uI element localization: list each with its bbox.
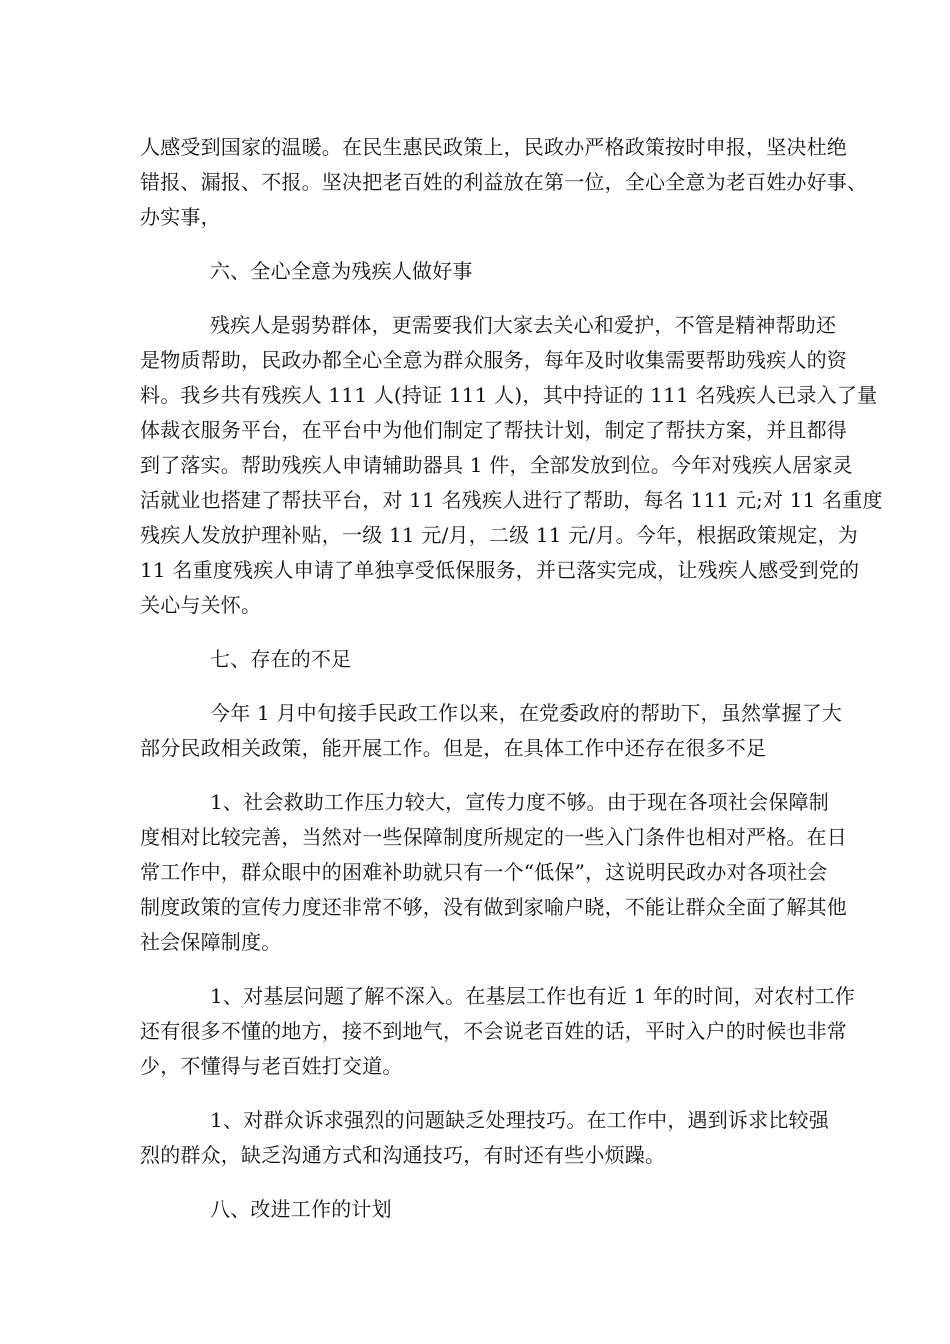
paragraph-line: 11 名重度残疾人申请了单独享受低保服务，并已落实完成，让残疾人感受到党的 [140,558,860,582]
paragraph-line: 残疾人是弱势群体，更需要我们大家去关心和爱护，不管是精神帮助还 [210,313,837,337]
list-item-line: 1、对基层问题了解不深入。在基层工作也有近 1 年的时间，对农村工作 [210,984,855,1008]
paragraph-line: 部分民政相关政策，能开展工作。但是，在具体工作中还存在很多不足 [140,736,767,760]
list-item-line: 烈的群众，缺乏沟通方式和沟通技巧，有时还有些小烦躁。 [140,1143,666,1167]
list-item-line: 常工作中，群众眼中的困难补助就只有一个“低保”，这说明民政办对各项社会 [140,860,828,884]
list-item-line: 社会保障制度。 [140,930,282,954]
paragraph-line: 办实事， [140,205,221,229]
paragraph-line: 今年 1 月中旬接手民政工作以来，在党委政府的帮助下，虽然掌握了大 [210,701,843,725]
paragraph-line: 错报、漏报、不报。坚决把老百姓的利益放在第一位，全心全意为老百姓办好事、 [140,170,868,194]
section-heading: 七、存在的不足 [210,647,352,671]
paragraph-line: 到了落实。帮助残疾人申请辅助器具 1 件，全部发放到位。今年对残疾人居家灵 [140,453,853,477]
section-heading: 六、全心全意为残疾人做好事 [210,259,473,283]
paragraph-line: 活就业也搭建了帮扶平台，对 11 名残疾人进行了帮助，每名 111 元;对 11 名重度 [140,488,883,512]
paragraph-line: 人感受到国家的温暖。在民生惠民政策上，民政办严格政策按时申报，坚决杜绝 [140,135,847,159]
paragraph-line: 残疾人发放护理补贴，一级 11 元/月，二级 11 元/月。今年，根据政策规定，为 [140,523,859,547]
section-heading: 八、改进工作的计划 [210,1197,392,1221]
list-item-line: 少，不懂得与老百姓打交道。 [140,1054,403,1078]
paragraph-line: 体裁衣服务平台，在平台中为他们制定了帮扶计划，制定了帮扶方案，并且都得 [140,418,847,442]
list-item-line: 1、对群众诉求强烈的问题缺乏处理技巧。在工作中，遇到诉求比较强 [210,1108,829,1132]
list-item-line: 1、社会救助工作压力较大，宣传力度不够。由于现在各项社会保障制 [210,790,829,814]
list-item-line: 制度政策的宣传力度还非常不够，没有做到家喻户晓，不能让群众全面了解其他 [140,895,847,919]
paragraph-line: 关心与关怀。 [140,593,262,617]
paragraph-line: 是物质帮助，民政办都全心全意为群众服务，每年及时收集需要帮助残疾人的资 [140,348,847,372]
list-item-line: 还有很多不懂的地方，接不到地气，不会说老百姓的话，平时入户的时候也非常 [140,1019,847,1043]
list-item-line: 度相对比较完善，当然对一些保障制度所规定的一些入门条件也相对严格。在日 [140,825,847,849]
paragraph-line: 料。我乡共有残疾人 111 人(持证 111 人)，其中持证的 111 名残疾人已录入了量 [140,383,878,407]
